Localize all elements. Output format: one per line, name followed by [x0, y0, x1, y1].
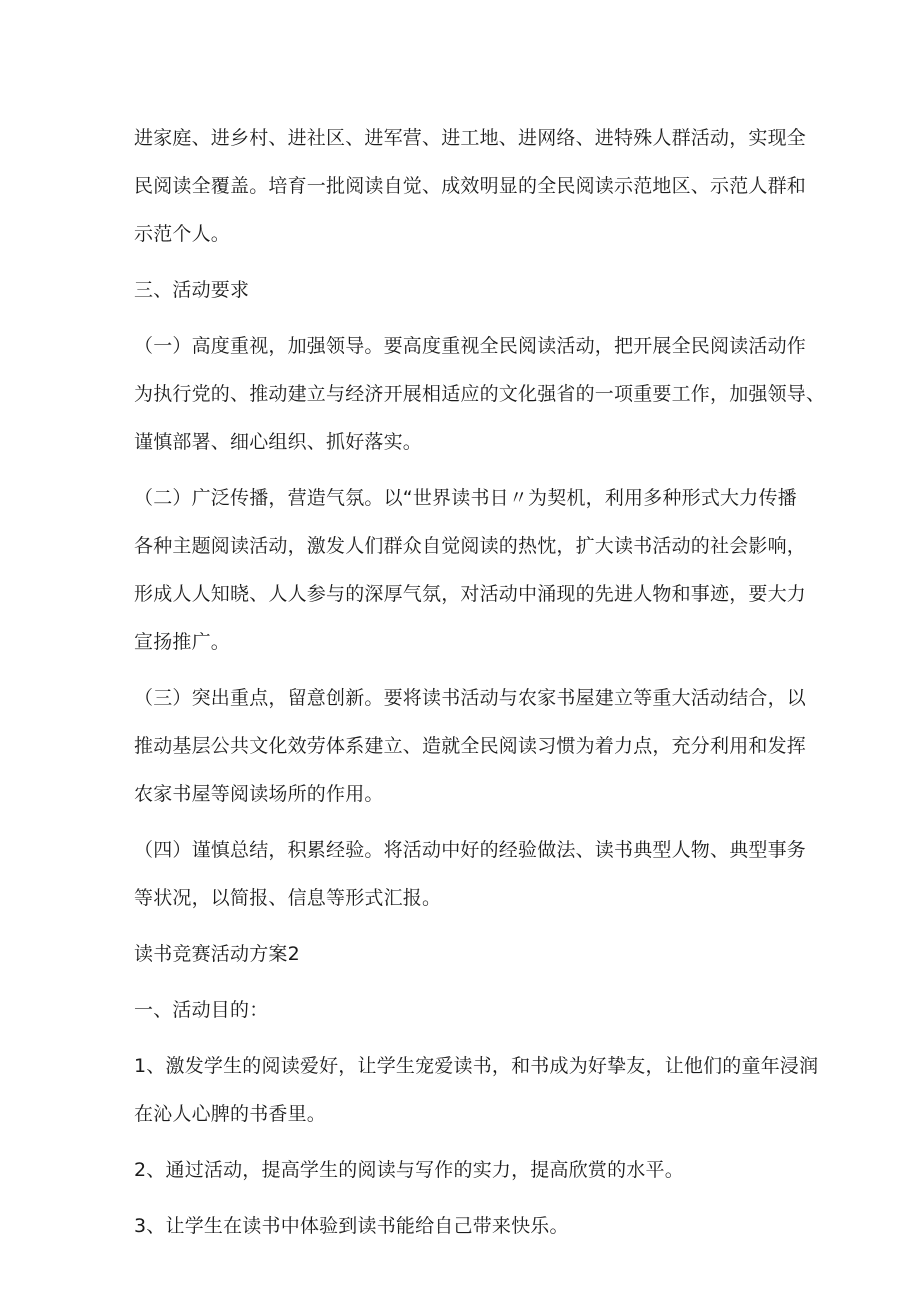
paragraph-reading-coverage: [134, 114, 806, 258]
text-line: 在沁人心脾的书香里。: [134, 1103, 327, 1125]
section-heading-activity-purpose: [134, 986, 806, 1034]
text-line: （四）谨慎总结，积累经验。将活动中好的经验做法、读书典型人物、典型事务: [134, 839, 807, 861]
text-line: （三）突出重点，留意创新。要将读书活动与农家书屋建立等重大活动结合，以: [134, 687, 807, 709]
section-heading-activity-requirements: [134, 266, 806, 314]
text-line: 各种主题阅读活动，激发人们群众自觉阅读的热忱，扩大读书活动的社会影响，: [134, 535, 807, 557]
paragraph-requirement-2: [134, 474, 806, 666]
text-line: 1、激发学生的阅读爱好，让学生宠爱读书，和书成为好挚友，让他们的童年浸润: [134, 1055, 819, 1077]
text-line: 民阅读全覆盖。培育一批阅读自觉、成效明显的全民阅读示范地区、示范人群和: [134, 175, 807, 197]
text-line: 等状况，以简报、信息等形式汇报。: [134, 887, 442, 909]
paragraph-requirement-4: [134, 826, 806, 922]
text-line: 进家庭、进乡村、进社区、进军营、进工地、进网络、进特殊人群活动，实现全: [134, 127, 807, 149]
text-line: 农家书屋等阅读场所的作用。: [134, 783, 384, 805]
paragraph-requirement-3: [134, 674, 806, 818]
text-line: 谨慎部署、细心组织、抓好落实。: [134, 431, 423, 453]
list-item-purpose-2: [134, 1146, 806, 1194]
list-item-purpose-3: [134, 1202, 806, 1250]
document-body: [134, 114, 826, 1250]
text-line: 推动基层公共文化效劳体系建立、造就全民阅读习惯为着力点，充分利用和发挥: [134, 735, 807, 757]
text-line: 示范个人。: [134, 223, 231, 245]
text-line: 宣扬推广。: [134, 631, 231, 653]
text-line: 三、活动要求: [134, 279, 250, 301]
text-line: （二）广泛传播，营造气氛。以“世界读书日〃为契机，利用多种形式大力传播: [134, 487, 797, 509]
section-heading-plan-2: [134, 930, 806, 978]
text-line: 2、通过活动，提高学生的阅读与写作的实力，提高欣赏的水平。: [134, 1159, 684, 1181]
text-line: 为执行党的、推动建立与经济开展相适应的文化强省的一项重要工作，加强领导、: [134, 383, 826, 405]
text-line: 3、让学生在读书中体验到读书能给自己带来快乐。: [134, 1215, 569, 1237]
text-line: （一）高度重视，加强领导。要高度重视全民阅读活动，把开展全民阅读活动作: [134, 335, 807, 357]
text-line: 一、活动目的：: [134, 999, 269, 1021]
text-line: 形成人人知晓、人人参与的深厚气氛，对活动中涌现的先进人物和事迹，要大力: [134, 583, 807, 605]
text-line: 读书竞赛活动方案2: [134, 943, 300, 965]
paragraph-requirement-1: [134, 322, 826, 466]
list-item-purpose-1: [134, 1042, 819, 1138]
